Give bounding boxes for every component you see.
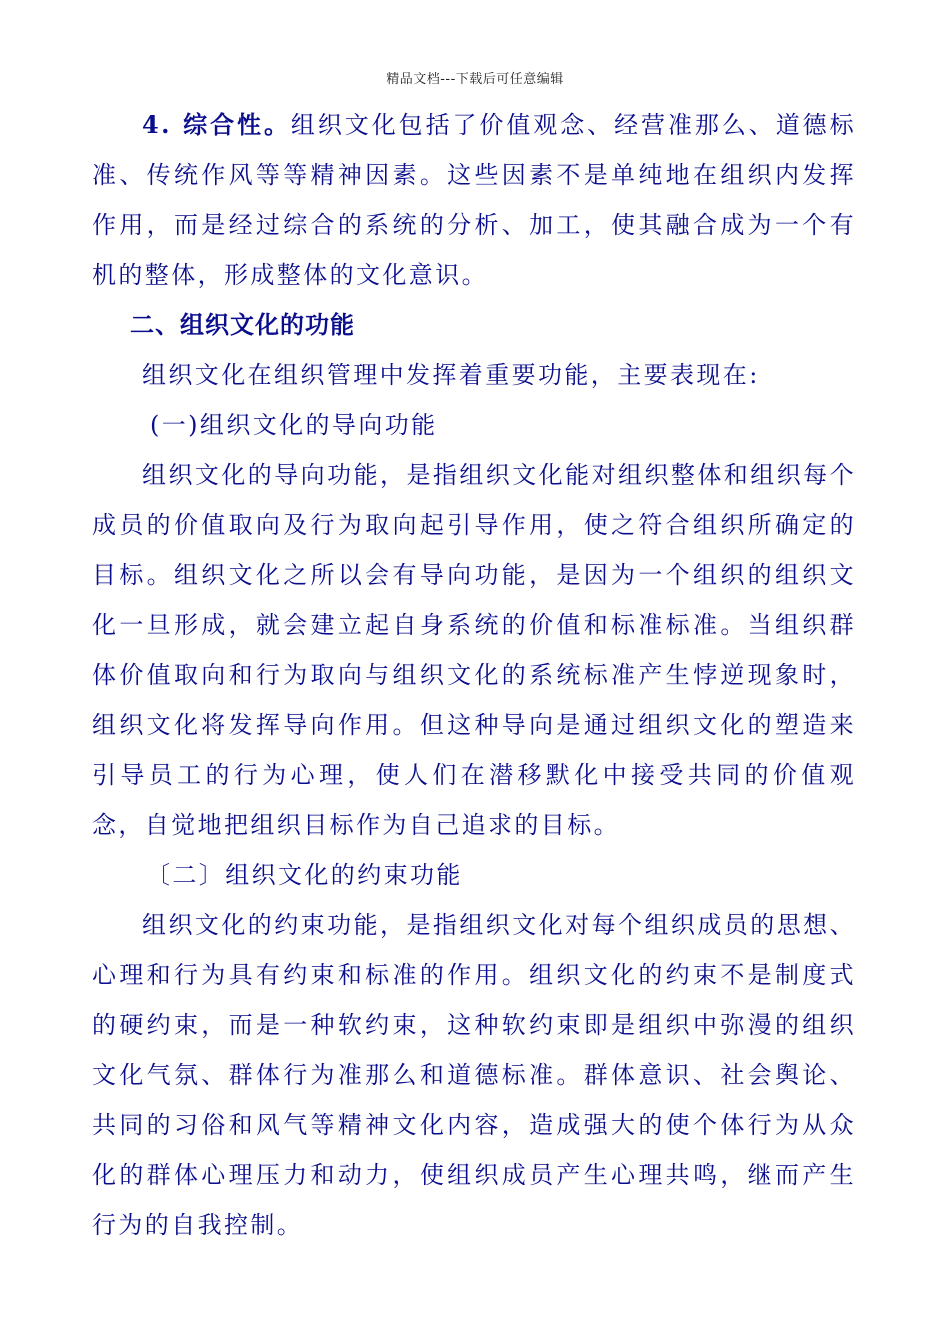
subsection-1-title: (一)组织文化的导向功能: [150, 411, 438, 439]
section-2-intro: 组织文化在组织管理中发挥着重要功能，主要表现在:: [142, 361, 760, 389]
point-4-paragraph: [92, 100, 856, 300]
page-header: 精品文档---下载后可任意编辑: [386, 72, 564, 87]
point-4-text: 组织文化包括了价值观念、经营准那么、道德标准、传统作风等等精神因素。这些因素不是单纯地在组织内发挥作用，而是经过综合的系统的分析、加工，使其融合成为一个有机的整体，形成整体的文化意识。: [92, 111, 856, 289]
subsection-1-body: 组织文化的导向功能，是指组织文化能对组织整体和组织每个成员的价值取向及行为取向起引导作用，使之符合组织所确定的目标。组织文化之所以会有导向功能，是因为一个组织的组织文化一旦形成，就会建立起自身系统的价值和标准标准。当组织群体价值取向和行为取向与组织文化的系统标准产生悖逆现象时，组织文化将发挥导向作用。但这种导向是通过组织文化的塑造来引导员工的行为心理，使人们在潜移默化中接受共同的价值观念，自觉地把组织目标作为自己追求的目标。: [92, 461, 856, 839]
point-4-label: 4. 综合性。: [142, 110, 291, 139]
subsection-2-body: 组织文化的约束功能，是指组织文化对每个组织成员的思想、心理和行为具有约束和标准的作用。组织文化的约束不是制度式的硬约束，而是一种软约束，这种软约束即是组织中弥漫的组织文化气氛、群体行为准那么和道德标准。群体意识、社会舆论、共同的习俗和风气等精神文化内容，造成强大的使个体行为从众化的群体心理压力和动力，使组织成员产生心理共鸣，继而产生行为的自我控制。: [92, 911, 856, 1239]
document-body: [92, 100, 856, 1250]
section-2-title: 二、组织文化的功能: [130, 311, 355, 339]
subsection-2-title: 〔二〕组织文化的约束功能: [146, 861, 463, 889]
